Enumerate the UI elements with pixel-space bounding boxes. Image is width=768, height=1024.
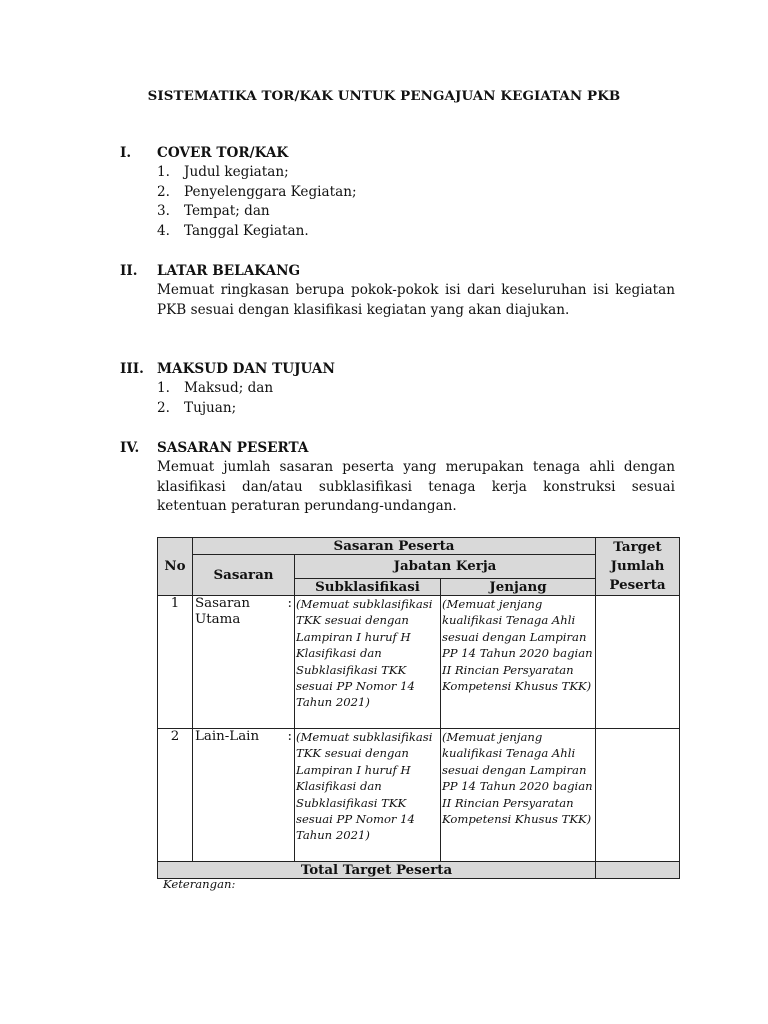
table-total-row [158, 862, 680, 879]
section-title: MAKSUD DAN TUJUAN [157, 361, 335, 377]
header-jabatan-kerja: Jabatan Kerja [295, 555, 596, 578]
section-paragraph: Memuat jumlah sasaran peserta yang merupakan tenaga ahli dengan klasifikasi dan/atau subklasifikasi tenaga kerja konstruksi sesuai ketentuan peraturan perundang-undangan. [157, 459, 675, 515]
table-header-row [158, 538, 680, 555]
list-text: Tanggal Kegiatan. [184, 222, 309, 239]
row-jenjang: (Memuat jenjang kualifikasi Tenaga Ahli sesuai dengan Lampiran PP 14 Tahun 2020 bagian II Rincian Persyaratan Kompetensi Khusus TKK) [441, 729, 596, 862]
header-target: Target Jumlah Peserta [596, 538, 680, 596]
list-number: 4. [157, 222, 170, 239]
section-number: III. [120, 361, 144, 377]
section-cover [120, 143, 675, 241]
section-heading [120, 438, 675, 458]
row-sasaran [193, 729, 295, 862]
list-text: Judul kegiatan; [184, 164, 289, 180]
row-sasaran [193, 596, 295, 729]
list-item [157, 379, 675, 399]
sasaran-peserta-table [157, 537, 680, 879]
row-subklasifikasi: (Memuat subklasifikasi TKK sesuai dengan Lampiran I huruf H Klasifikasi dan Subklasifikasi TKK sesuai PP Nomor 14 Tahun 2021) [295, 596, 441, 729]
row-jenjang: (Memuat jenjang kualifikasi Tenaga Ahli sesuai dengan Lampiran PP 14 Tahun 2020 bagian II Rincian Persyaratan Kompetensi Khusus TKK) [441, 596, 596, 729]
sasaran-label: Lain-Lain [195, 729, 260, 744]
table-row [158, 729, 680, 862]
section-title: SASARAN PESERTA [157, 440, 309, 456]
row-subklasifikasi: (Memuat subklasifikasi TKK sesuai dengan Lampiran I huruf H Klasifikasi dan Subklasifikasi TKK sesuai PP Nomor 14 Tahun 2021) [295, 729, 441, 862]
sasaran-colon: : [287, 596, 292, 611]
table-row [158, 596, 680, 729]
section-list [157, 379, 675, 418]
section-latar-belakang [120, 261, 675, 320]
header-no: No [158, 538, 193, 596]
list-text: Tujuan; [184, 399, 237, 416]
list-item [157, 399, 675, 419]
section-number: II. [120, 263, 138, 279]
list-item [157, 202, 675, 222]
list-number: 3. [157, 203, 170, 220]
section-paragraph: Memuat ringkasan berupa pokok-pokok isi dari keseluruhan isi kegiatan PKB sesuai dengan klasifikasi kegiatan yang akan diajukan. [157, 282, 675, 318]
section-heading [120, 261, 675, 281]
list-text: Penyelenggara Kegiatan; [184, 183, 357, 200]
list-number: 2. [157, 183, 170, 200]
row-target [596, 729, 680, 862]
section-number: I. [120, 145, 132, 161]
list-item [157, 163, 675, 183]
section-heading [120, 143, 675, 163]
list-text: Maksud; dan [184, 380, 274, 396]
row-number: 2 [158, 729, 193, 862]
header-sasaran-peserta: Sasaran Peserta [193, 538, 596, 555]
section-list [157, 163, 675, 241]
row-number: 1 [158, 596, 193, 729]
section-sasaran-peserta [120, 438, 675, 517]
document-title: SISTEMATIKA TOR/KAK UNTUK PENGAJUAN KEGIATAN PKB [147, 88, 621, 104]
total-value [596, 862, 680, 879]
list-text: Tempat; dan [184, 203, 270, 220]
list-item [157, 222, 675, 242]
section-maksud-tujuan [120, 359, 675, 418]
list-item [157, 183, 675, 203]
keterangan-note: Keterangan: [163, 877, 236, 891]
section-number: IV. [120, 440, 140, 456]
section-title: COVER TOR/KAK [157, 145, 289, 161]
row-target [596, 596, 680, 729]
header-subklasifikasi: Subklasifikasi [295, 578, 441, 595]
list-number: 1. [157, 164, 170, 180]
total-label: Total Target Peserta [158, 862, 596, 879]
sasaran-label: Sasaran Utama [195, 596, 251, 628]
section-title: LATAR BELAKANG [157, 263, 301, 279]
header-jenjang: Jenjang [441, 578, 596, 595]
list-number: 2. [157, 399, 170, 416]
list-number: 1. [157, 380, 170, 396]
sasaran-colon: : [287, 729, 292, 744]
header-sasaran: Sasaran [193, 555, 295, 596]
section-heading [120, 359, 675, 379]
